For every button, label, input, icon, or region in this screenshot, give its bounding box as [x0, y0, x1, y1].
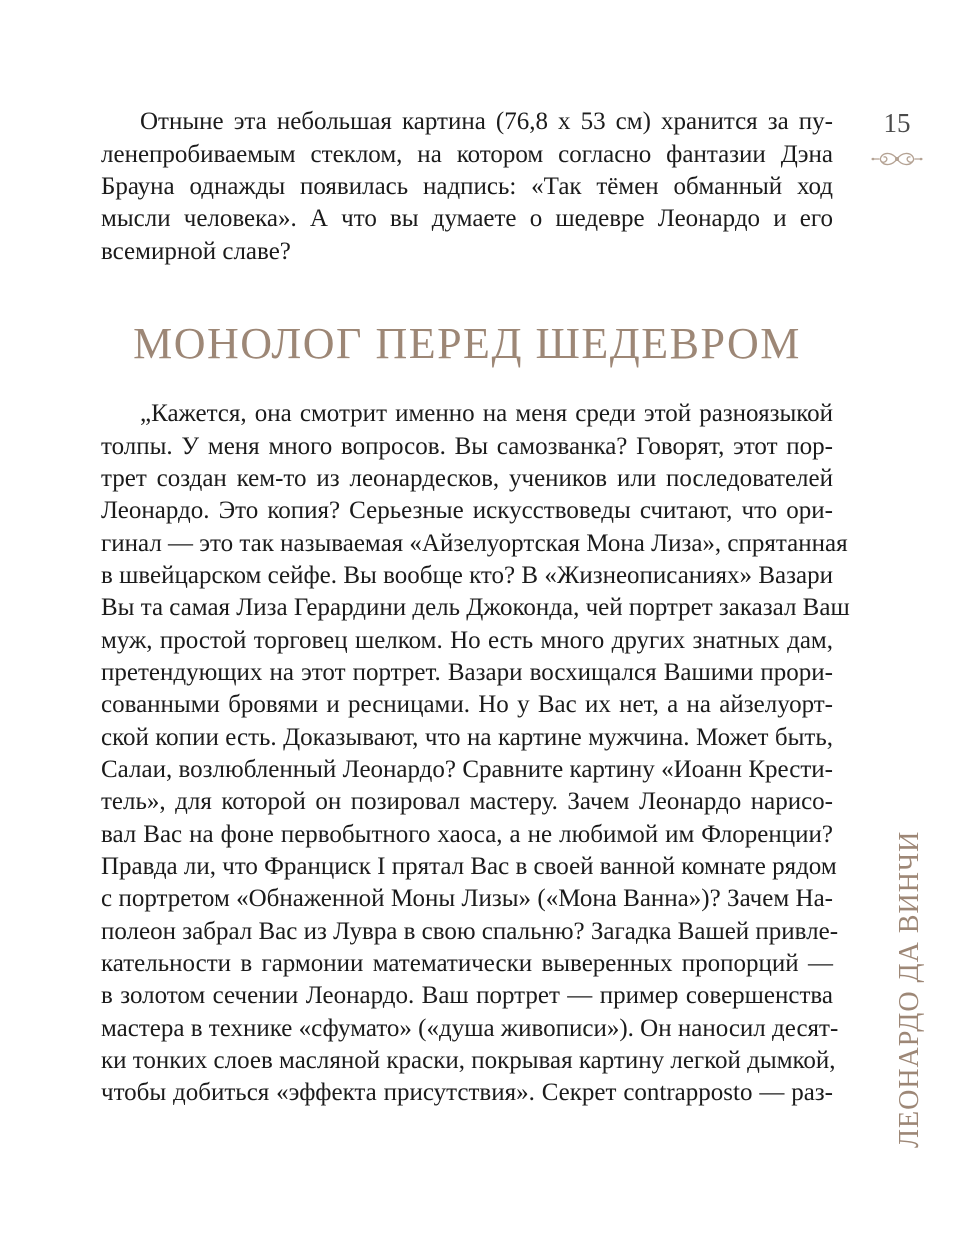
text-line: ки тонких слоев масляной краски, покрывая картину легкой дымкой, — [101, 1047, 836, 1074]
running-title: ЛЕОНАРДО ДА ВИНЧИ — [894, 830, 925, 1148]
text-line: в швейцарском сейфе. Вы вообще кто? В «Жизнеописаниях» Вазари — [101, 562, 833, 589]
section-heading: МОНОЛОГ ПЕРЕД ШЕДЕВРОМ — [133, 319, 801, 368]
text-line: с портретом «Обнаженной Моны Лизы» («Мона Ванна»)? Зачем На- — [101, 885, 833, 912]
text-line: Леонардо. Это копия? Серьезные искусствоведы считают, что ори- — [101, 497, 833, 524]
text-line: „Кажется, она смотрит именно на меня среди этой разноязыкой — [140, 400, 833, 427]
text-line: тель», для которой он позировал мастеру. Зачем Леонардо нарисо- — [101, 788, 833, 815]
text-line: вал Вас на фоне первобытного хаоса, а не любимой им Флоренции? — [101, 821, 833, 848]
text-line: трет создан кем-то из леонардесков, учеников или последователей — [101, 465, 833, 492]
text-line: гинал — это так называемая «Айзелуортская Мона Лиза», спрятанная — [101, 530, 848, 557]
page-number: 15 — [883, 108, 911, 138]
text-line: ской копии есть. Доказывают, что на картине мужчина. Может быть, — [101, 724, 833, 751]
text-line: чтобы добиться «эффекта присутствия». Секрет contrapposto — раз- — [101, 1079, 833, 1106]
text-line: полеон забрал Вас из Лувра в свою спальню? Загадка Вашей привле- — [101, 918, 839, 945]
text-line: ленепробиваемым стеклом, на котором согласно фантазии Дэна — [101, 141, 833, 168]
text-line: мысли человека». А что вы думаете о шедевре Леонардо и его — [101, 205, 833, 232]
text-line: Отныне эта небольшая картина (76,8 х 53 см) хранится за пу- — [140, 108, 833, 135]
text-line: всемирной славе? — [101, 238, 291, 265]
text-line: Салаи, возлюбленный Леонардо? Сравните картину «Иоанн Крести- — [101, 756, 833, 783]
text-line: муж, простой торговец шелком. Но есть много других знатных дам, — [101, 627, 833, 654]
text-line: Правда ли, что Франциск I прятал Вас в своей ванной комнате рядом — [101, 853, 837, 880]
text-line: толпы. У меня много вопросов. Вы самозванка? Говорят, этот пор- — [101, 433, 833, 460]
text-line: претендующих на этот портрет. Вазари восхищался Вашими прори- — [101, 659, 833, 686]
text-line: мастера в технике «сфумато» («душа живописи»). Он наносил десят- — [101, 1015, 839, 1042]
text-line: в золотом сечении Леонардо. Ваш портрет — пример совершенства — [101, 982, 833, 1009]
text-line: Вы та самая Лиза Герардини дель Джоконда, чей портрет заказал Ваш — [101, 594, 850, 621]
text-line: сованными бровями и ресницами. Но у Вас их нет, а на айзелуорт- — [101, 691, 833, 718]
text-line: кательности в гармонии математически выверенных пропорций — — [101, 950, 833, 977]
flourish-ornament-icon — [870, 148, 924, 170]
text-line: Брауна однажды появилась надпись: «Так тёмен обманный ход — [101, 173, 833, 200]
